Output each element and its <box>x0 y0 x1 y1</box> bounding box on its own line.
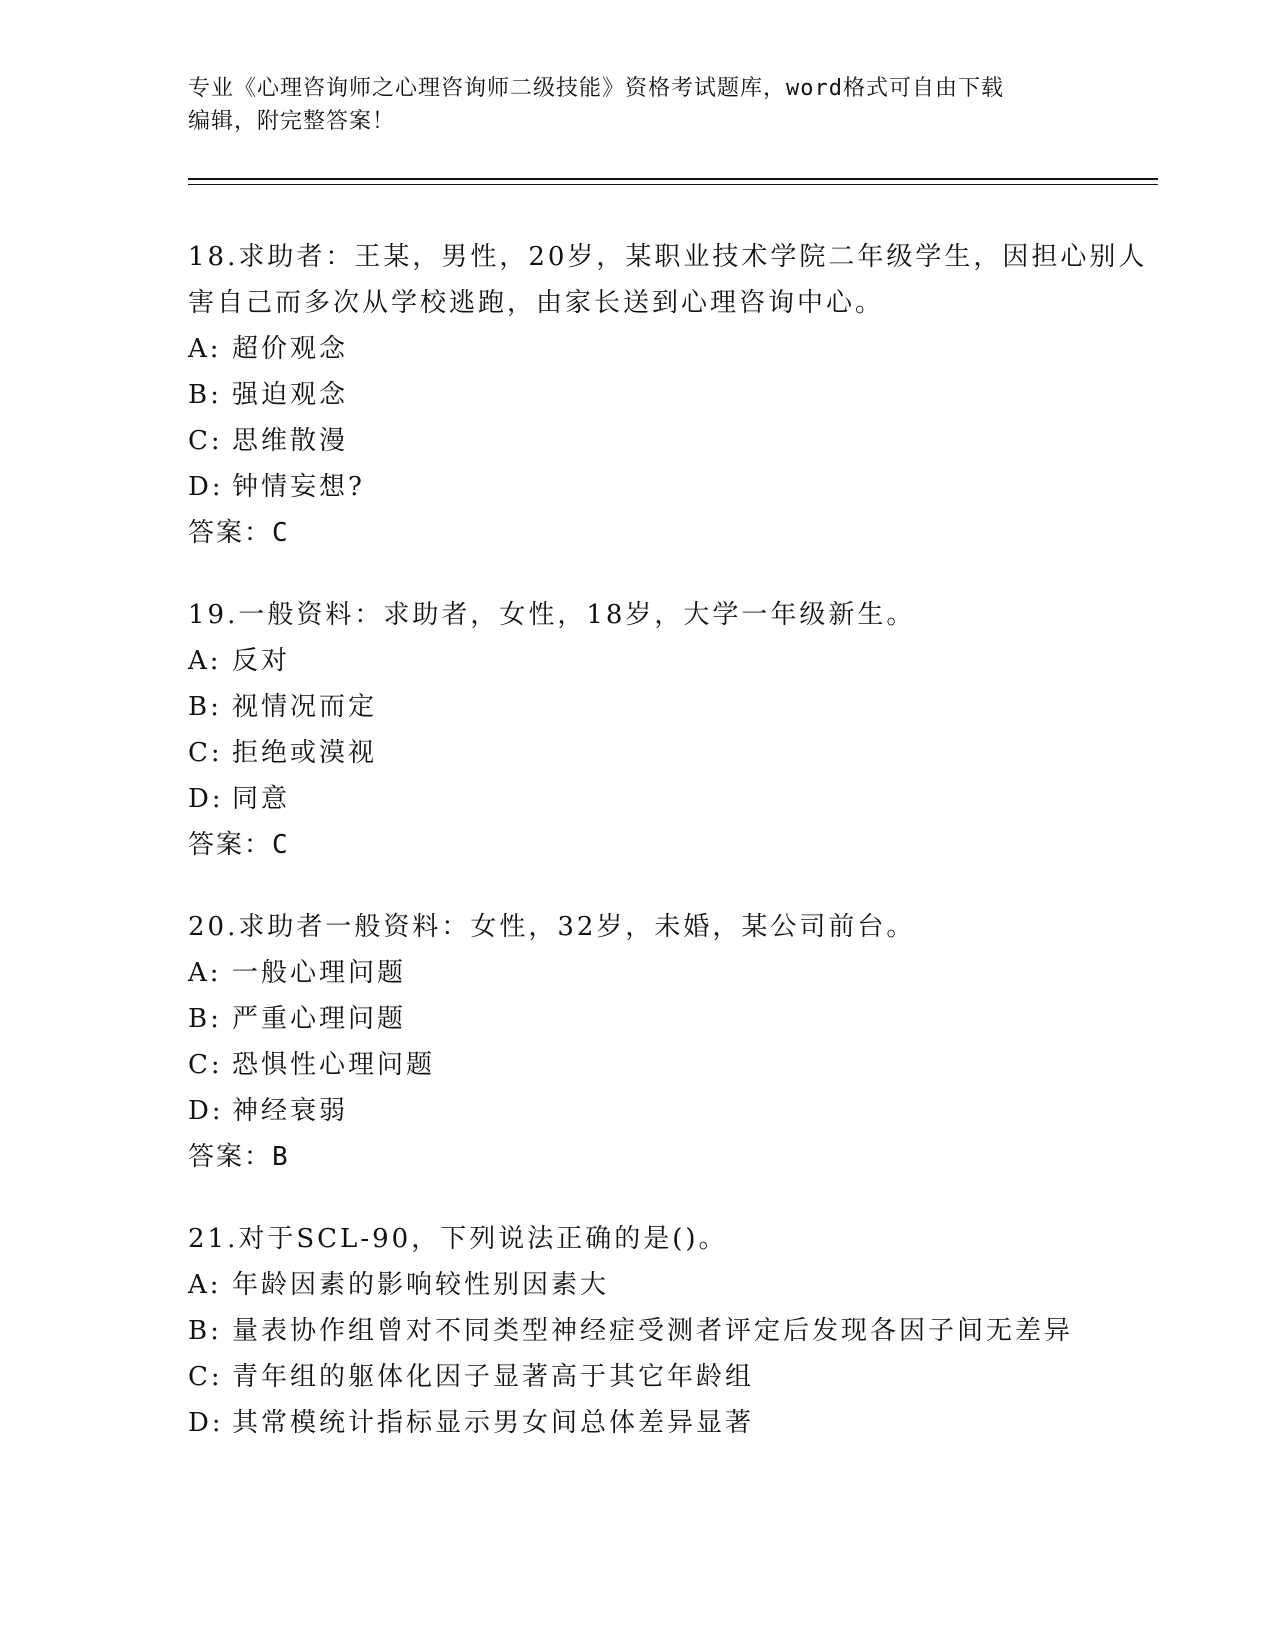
option-a <box>188 638 1148 684</box>
option-a <box>188 326 1148 372</box>
option-text: 超价观念 <box>232 334 349 364</box>
question-text: 18.求助者：王某，男性，20岁，某职业技术学院二年级学生，因担心别人害自己而多次从学校逃跑，由家长送到心理咨询中心。 <box>188 242 1148 318</box>
option-key: C: <box>188 1362 223 1392</box>
option-b <box>188 372 1148 418</box>
question-20 <box>188 904 1148 1180</box>
option-text: 神经衰弱 <box>232 1096 349 1126</box>
option-key: A: <box>188 646 222 676</box>
header-line-1: 专业《心理咨询师之心理咨询师二级技能》资格考试题库，word格式可自由下载 <box>188 76 1004 101</box>
option-b <box>188 996 1148 1042</box>
option-d <box>188 1400 1148 1446</box>
option-a <box>188 1262 1148 1308</box>
option-key: A: <box>188 1270 222 1300</box>
option-key: C: <box>188 1050 223 1080</box>
option-c <box>188 1042 1148 1088</box>
option-key: B: <box>188 1004 222 1034</box>
option-key: A: <box>188 334 222 364</box>
option-key: C: <box>188 426 223 456</box>
option-text: 视情况而定 <box>232 692 378 722</box>
question-list <box>188 234 1148 1482</box>
option-key: B: <box>188 380 222 410</box>
option-key: D: <box>188 1408 224 1438</box>
option-key: D: <box>188 1096 224 1126</box>
question-text: 19.一般资料：求助者，女性，18岁，大学一年级新生。 <box>188 600 916 630</box>
option-text: 拒绝或漠视 <box>232 738 378 768</box>
option-key: B: <box>188 1316 222 1346</box>
option-d <box>188 776 1148 822</box>
answer-line: 答案：C <box>188 830 290 860</box>
question-18 <box>188 234 1148 556</box>
answer-line: 答案：B <box>188 1142 290 1172</box>
option-text: 严重心理问题 <box>232 1004 407 1034</box>
option-text: 思维散漫 <box>232 426 349 456</box>
option-text: 一般心理问题 <box>232 958 407 988</box>
document-header <box>188 72 1088 138</box>
option-key: A: <box>188 958 222 988</box>
question-text: 20.求助者一般资料：女性，32岁，未婚，某公司前台。 <box>188 912 916 942</box>
question-19 <box>188 592 1148 868</box>
question-text: 21.对于SCL-90，下列说法正确的是()。 <box>188 1224 728 1254</box>
question-21 <box>188 1216 1148 1446</box>
option-key: C: <box>188 738 223 768</box>
answer-line: 答案：C <box>188 518 290 548</box>
option-text: 青年组的躯体化因子显著高于其它年龄组 <box>232 1362 755 1392</box>
option-c <box>188 418 1148 464</box>
option-text: 反对 <box>232 646 291 676</box>
option-b <box>188 1308 1148 1354</box>
option-c <box>188 730 1148 776</box>
header-divider-thick <box>188 178 1158 180</box>
option-text: 钟情妄想? <box>232 472 365 502</box>
option-text: 强迫观念 <box>232 380 349 410</box>
option-c <box>188 1354 1148 1400</box>
option-key: D: <box>188 784 224 814</box>
option-text: 恐惧性心理问题 <box>232 1050 436 1080</box>
option-d <box>188 464 1148 510</box>
option-b <box>188 684 1148 730</box>
header-line-2: 编辑，附完整答案！ <box>188 109 396 134</box>
option-text: 同意 <box>232 784 291 814</box>
option-d <box>188 1088 1148 1134</box>
option-text: 量表协作组曾对不同类型神经症受测者评定后发现各因子间无差异 <box>232 1316 1074 1346</box>
option-a <box>188 950 1148 996</box>
option-text: 年龄因素的影响较性别因素大 <box>232 1270 610 1300</box>
option-key: B: <box>188 692 222 722</box>
option-key: D: <box>188 472 224 502</box>
header-divider-thin <box>188 184 1158 185</box>
option-text: 其常模统计指标显示男女间总体差异显著 <box>232 1408 755 1438</box>
